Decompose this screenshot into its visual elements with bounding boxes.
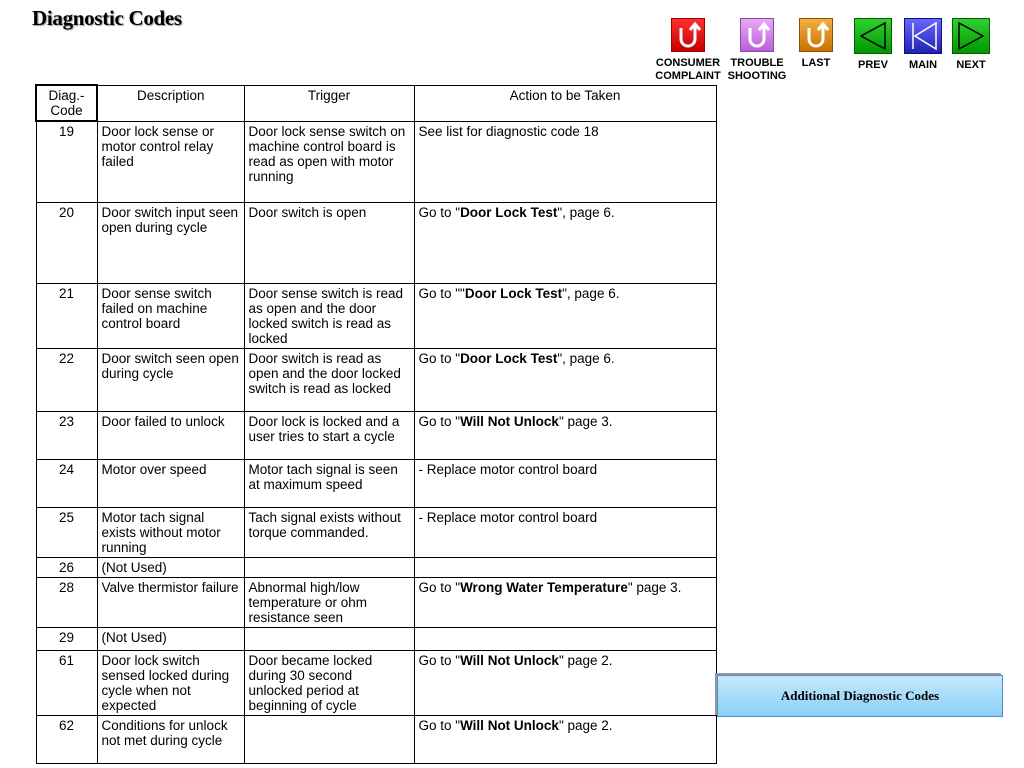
description-cell: Motor over speed (97, 459, 244, 507)
trigger-cell: Door became locked during 30 second unlocked period at beginning of cycle (244, 650, 414, 715)
action-text: Go to " (418, 204, 461, 220)
action-text: Go to " (418, 350, 461, 366)
trigger-cell: Door lock sense switch on machine control board is read as open with motor running (244, 121, 414, 202)
table-row (36, 459, 716, 507)
trigger-cell: Motor tach signal is seen at maximum speed (244, 459, 414, 507)
trigger-cell: Door switch is read as open and the door locked switch is read as locked (244, 348, 414, 411)
description-cell: Door switch input seen open during cycle (97, 202, 244, 283)
u-turn-arrow-icon (740, 18, 774, 52)
header-action: Action to be Taken (414, 85, 716, 121)
action-text: See list for diagnostic code 18 (418, 123, 599, 139)
action-cell (414, 283, 716, 348)
action-cell (414, 577, 716, 627)
table-row (36, 348, 716, 411)
table-row (36, 411, 716, 459)
table-row (36, 202, 716, 283)
description-cell: (Not Used) (97, 557, 244, 577)
code-cell: 62 (36, 715, 97, 763)
action-text: ", page 6. (562, 285, 620, 301)
action-text: Go to "" (418, 285, 465, 301)
table-row (36, 121, 716, 202)
description-cell: Motor tach signal exists without motor running (97, 507, 244, 557)
code-cell: 23 (36, 411, 97, 459)
description-cell: (Not Used) (97, 627, 244, 650)
description-cell: Door sense switch failed on machine control board (97, 283, 244, 348)
action-cell (414, 411, 716, 459)
table-row (36, 627, 716, 650)
additional-diagnostic-codes-button[interactable]: Additional Diagnostic Codes (717, 675, 1003, 717)
table-header-row (36, 85, 716, 121)
consumer-complaint-button[interactable] (652, 18, 724, 88)
action-cell (414, 557, 716, 577)
last-button[interactable] (794, 18, 838, 88)
description-cell: Door failed to unlock (97, 411, 244, 459)
trigger-cell: Door lock is locked and a user tries to start a cycle (244, 411, 414, 459)
action-text: " page 3. (627, 579, 682, 595)
nav-label: LAST (801, 57, 831, 69)
trigger-cell (244, 557, 414, 577)
action-link-text: Door Lock Test (464, 285, 563, 301)
code-cell: 24 (36, 459, 97, 507)
action-text: ", page 6. (557, 204, 615, 220)
trigger-cell: Abnormal high/low temperature or ohm resistance seen (244, 577, 414, 627)
nav-label: COMPLAINT (655, 70, 721, 82)
action-text: ", page 6. (557, 350, 615, 366)
action-cell (414, 507, 716, 557)
action-link-text: Door Lock Test (460, 204, 558, 220)
action-link-text: Will Not Unlock (460, 717, 559, 733)
description-cell: Door lock sense or motor control relay failed (97, 121, 244, 202)
diagnostic-codes-table (35, 84, 717, 764)
nav-label: PREV (858, 59, 888, 71)
nav-label: MAIN (908, 59, 938, 71)
description-cell: Door switch seen open during cycle (97, 348, 244, 411)
code-cell: 61 (36, 650, 97, 715)
triangle-left-icon (854, 18, 892, 54)
u-turn-arrow-icon (671, 18, 705, 52)
description-cell: Valve thermistor failure (97, 577, 244, 627)
header-trigger: Trigger (244, 85, 414, 121)
action-cell (414, 715, 716, 763)
action-text: Go to " (418, 579, 461, 595)
code-cell: 21 (36, 283, 97, 348)
action-link-text: Will Not Unlock (460, 413, 559, 429)
page-title: Diagnostic Codes (32, 6, 182, 30)
table-row (36, 577, 716, 627)
u-turn-arrow-icon (799, 18, 833, 52)
table-row (36, 283, 716, 348)
action-text: " page 3. (558, 413, 613, 429)
action-cell (414, 121, 716, 202)
action-link-text: Door Lock Test (460, 350, 558, 366)
trigger-cell (244, 715, 414, 763)
table-row (36, 650, 716, 715)
code-cell: 26 (36, 557, 97, 577)
action-cell (414, 650, 716, 715)
code-cell: 19 (36, 121, 97, 202)
action-cell (414, 459, 716, 507)
description-cell: Conditions for unlock not met during cycle (97, 715, 244, 763)
action-text: " page 2. (558, 717, 613, 733)
code-cell: 25 (36, 507, 97, 557)
nav-label: TROUBLE (730, 57, 784, 69)
action-text: - Replace motor control board (418, 461, 598, 477)
description-cell: Door lock switch sensed locked during cycle when not expected (97, 650, 244, 715)
action-text: " page 2. (558, 652, 613, 668)
nav-label: SHOOTING (727, 70, 787, 82)
triangle-right-icon (952, 18, 990, 54)
table-row (36, 507, 716, 557)
action-link-text: Wrong Water Temperature (460, 579, 628, 595)
code-cell: 20 (36, 202, 97, 283)
code-cell: 29 (36, 627, 97, 650)
header-code: Diag.-Code (36, 85, 97, 121)
skip-to-start-icon (904, 18, 942, 54)
nav-label: CONSUMER (655, 57, 721, 69)
action-text: - Replace motor control board (418, 509, 598, 525)
next-button[interactable] (950, 18, 992, 88)
nav-label: NEXT (956, 59, 986, 71)
code-cell: 28 (36, 577, 97, 627)
main-button[interactable] (902, 18, 944, 88)
action-text: Go to " (418, 413, 461, 429)
action-cell (414, 627, 716, 650)
action-text: Go to " (418, 652, 461, 668)
action-cell (414, 348, 716, 411)
code-cell: 22 (36, 348, 97, 411)
trouble-shooting-button[interactable] (724, 18, 790, 88)
trigger-cell: Door sense switch is read as open and the door locked switch is read as locked (244, 283, 414, 348)
action-text: Go to " (418, 717, 461, 733)
trigger-cell: Door switch is open (244, 202, 414, 283)
prev-button[interactable] (852, 18, 894, 88)
header-description: Description (97, 85, 244, 121)
action-cell (414, 202, 716, 283)
action-link-text: Will Not Unlock (460, 652, 559, 668)
table-row (36, 715, 716, 763)
trigger-cell: Tach signal exists without torque commanded. (244, 507, 414, 557)
table-row (36, 557, 716, 577)
trigger-cell (244, 627, 414, 650)
